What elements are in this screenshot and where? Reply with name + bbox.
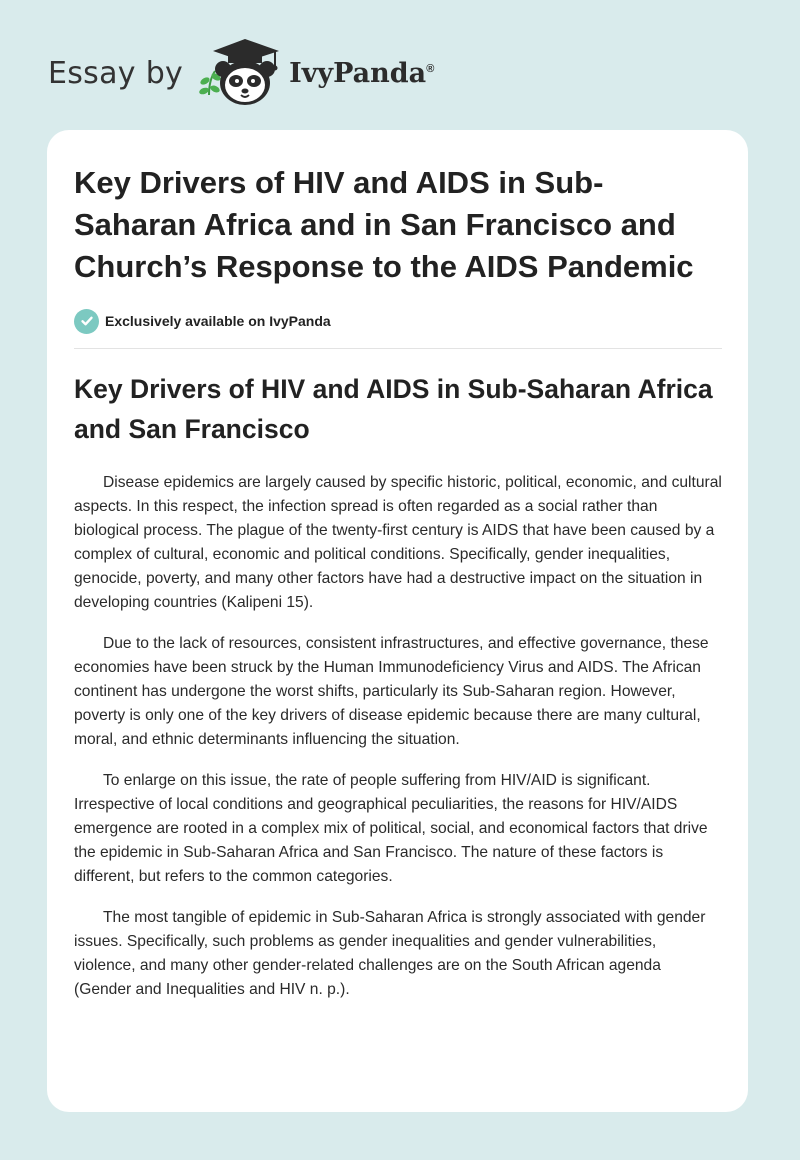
exclusive-label: Exclusively available on IvyPanda	[105, 313, 331, 329]
section-heading: Key Drivers of HIV and AIDS in Sub-Saharan Africa and San Francisco	[74, 374, 713, 444]
brand-name[interactable]: IvyPanda®	[289, 57, 435, 89]
check-circle-icon	[74, 309, 99, 334]
exclusive-badge	[74, 308, 722, 334]
paragraph: Due to the lack of resources, consistent infrastructures, and effective governance, these economies have been struck by the Human Immunodeficiency Virus and AIDS. The African continent has undergone the worst shifts, particularly its Sub-Saharan region. However, poverty is only one of the key drivers of disease epidemic because there are many cultural, moral, and ethnic determinants influencing the situation.	[74, 635, 709, 748]
divider	[74, 348, 722, 349]
essay-body	[74, 471, 722, 1002]
paragraph: Disease epidemics are largely caused by specific historic, political, economic, and cultural aspects. In this respect, the infection spread is often regarded as a social rather than biological process. The plague of the twenty-first century is AIDS that have been caused by a complex of cultural, economic and political conditions. Specifically, gender inequalities, genocide, poverty, and many other factors have had a destructive impact on the situation in developing countries (Kalipeni 15).	[74, 474, 722, 611]
paragraph: To enlarge on this issue, the rate of people suffering from HIV/AID is significant. Irrespective of local conditions and geographical peculiarities, the reasons for HIV/AIDS emergence are rooted in a complex mix of political, social, and economical factors that drive the epidemic in Sub-Saharan Africa and San Francisco. The nature of these factors is different, but refers to the common categories.	[74, 772, 708, 885]
paragraph: The most tangible of epidemic in Sub-Saharan Africa is strongly associated with gender issues. Specifically, such problems as gender inequalities and gender vulnerabilities, violence, and many other gender-related challenges are on the South African agenda (Gender and Inequalities and HIV n. p.).	[74, 909, 706, 998]
panda-graduate-icon[interactable]	[195, 37, 287, 109]
essay-by-label: Essay by	[48, 55, 184, 91]
page-title: Key Drivers of HIV and AIDS in Sub-Saharan Africa and in San Francisco and Church’s Response to the AIDS Pandemic	[74, 165, 694, 284]
essay-card	[47, 130, 748, 1112]
site-header	[48, 38, 434, 108]
